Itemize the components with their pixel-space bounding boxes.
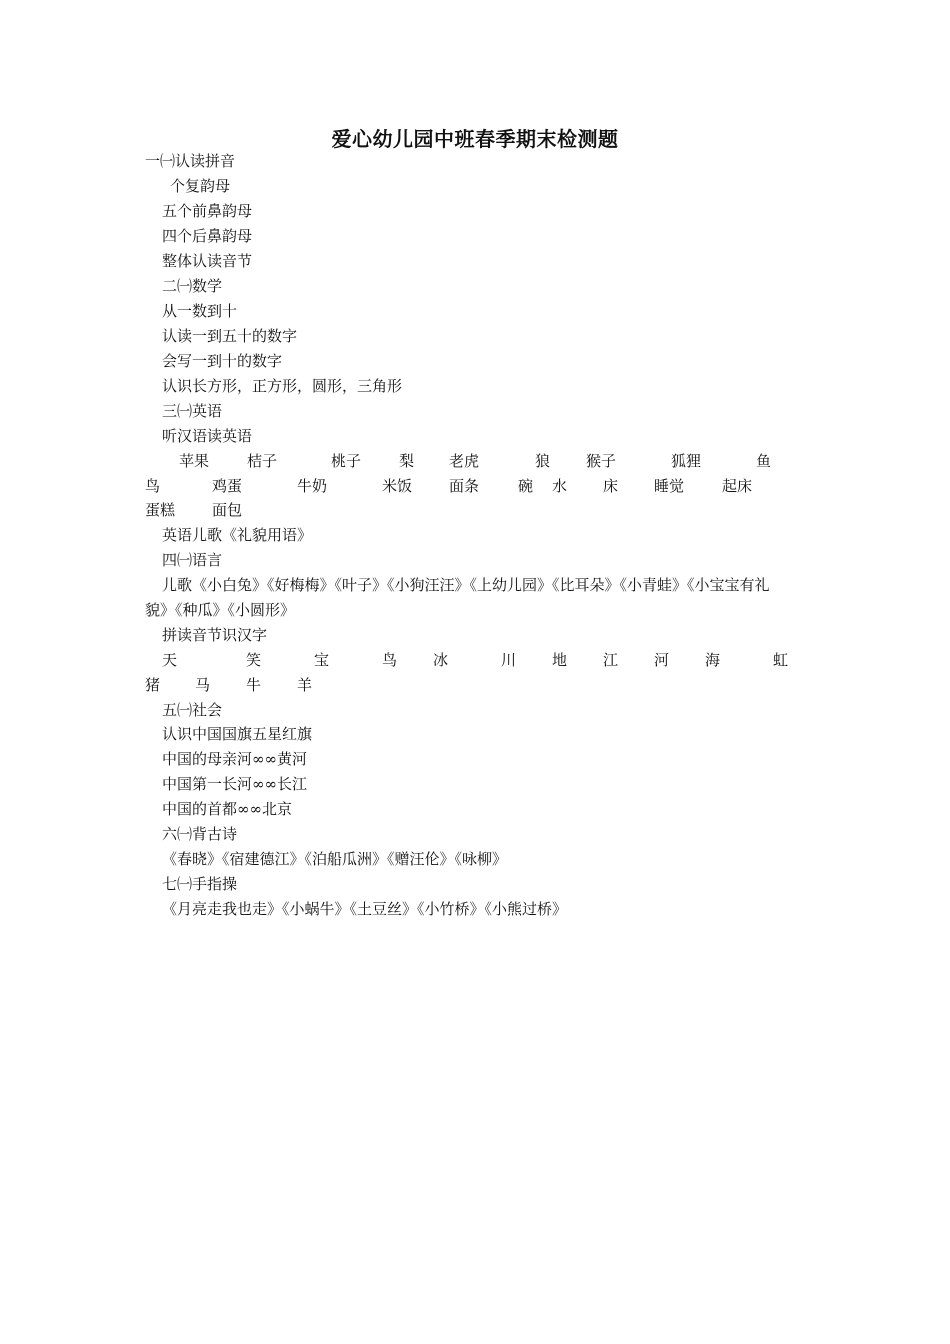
- section-heading-math: 二㈠数学: [162, 277, 223, 295]
- vocab-word: 老虎: [449, 452, 480, 470]
- section-heading-finger-play: 七㈠手指操: [162, 875, 238, 893]
- vocab-word: 牛奶: [297, 477, 328, 495]
- hanzi-char: 川: [501, 651, 517, 669]
- hanzi-char: 马: [195, 676, 211, 694]
- vocab-word: 桃子: [331, 452, 362, 470]
- text-line: 整体认读音节: [162, 252, 253, 270]
- hanzi-char: 江: [603, 651, 619, 669]
- hanzi-char: 猪: [145, 676, 161, 694]
- hanzi-char: 地: [552, 651, 568, 669]
- text-line: 五个前鼻韵母: [162, 202, 253, 220]
- text-line: 中国第一长河∞∞长江: [162, 775, 307, 793]
- text-line: 认读一到五十的数字: [162, 327, 298, 345]
- text-line: 中国的母亲河∞∞黄河: [162, 750, 307, 768]
- text-line: 四个后鼻韵母: [162, 227, 253, 245]
- text-line: 认识长方形，正方形，圆形，三角形: [162, 377, 403, 395]
- text-line: 《月亮走我也走》《小蜗牛》《土豆丝》《小竹桥》《小熊过桥》: [162, 900, 568, 918]
- vocab-word: 梨: [399, 452, 415, 470]
- page-title: 爱心幼儿园中班春季期末检测题: [331, 127, 619, 151]
- section-heading-pinyin: 一㈠认读拼音: [145, 152, 236, 170]
- vocab-word: 睡觉: [654, 477, 685, 495]
- hanzi-char: 笑: [246, 651, 262, 669]
- vocab-word: 面条: [449, 477, 480, 495]
- section-heading-language: 四㈠语言: [162, 551, 223, 569]
- vocab-word: 面包: [212, 501, 243, 519]
- vocab-word: 狼: [535, 452, 551, 470]
- section-heading-society: 五㈠社会: [162, 701, 223, 719]
- text-line: 英语儿歌《礼貌用语》: [162, 526, 313, 544]
- vocab-word: 水: [552, 477, 568, 495]
- vocab-word: 床: [603, 477, 619, 495]
- hanzi-char: 天: [162, 651, 178, 669]
- hanzi-char: 宝: [314, 651, 330, 669]
- text-line: 拼读音节识汉字: [162, 626, 268, 644]
- hanzi-char: 冰: [433, 651, 449, 669]
- vocab-word: 桔子: [247, 452, 278, 470]
- text-line: 听汉语读英语: [162, 427, 253, 445]
- vocab-word: 起床: [722, 477, 753, 495]
- hanzi-char: 海: [705, 651, 721, 669]
- hanzi-char: 鸟: [382, 651, 398, 669]
- vocab-word: 米饭: [382, 477, 413, 495]
- text-line: 貌》《种瓜》《小圆形》: [145, 601, 296, 619]
- text-line: 《春晓》《宿建德江》《泊船瓜洲》《赠汪伦》《咏柳》: [162, 850, 508, 868]
- vocab-word: 鱼: [756, 452, 772, 470]
- text-line: 儿歌《小白兔》《好梅梅》《叶子》《小狗汪汪》《上幼儿园》《比耳朵》《小青蛙》《小宝宝有礼: [162, 576, 770, 594]
- text-line: 认识中国国旗五星红旗: [162, 725, 313, 743]
- section-heading-english: 三㈠英语: [162, 402, 223, 420]
- vocab-word: 鸟: [145, 477, 161, 495]
- text-line: 会写一到十的数字: [162, 352, 283, 370]
- section-heading-poems: 六㈠背古诗: [162, 825, 238, 843]
- vocab-word: 蛋糕: [145, 501, 176, 519]
- text-line: 从一数到十: [162, 302, 238, 320]
- vocab-word: 碗: [518, 477, 534, 495]
- hanzi-char: 牛: [246, 676, 262, 694]
- vocab-word: 猴子: [586, 452, 617, 470]
- vocab-word: 狐狸: [671, 452, 702, 470]
- hanzi-char: 虹: [773, 651, 789, 669]
- text-line: 中国的首都∞∞北京: [162, 800, 292, 818]
- text-line: 个复韵母: [170, 177, 231, 195]
- hanzi-char: 羊: [297, 676, 313, 694]
- hanzi-char: 河: [654, 651, 670, 669]
- vocab-word: 苹果: [179, 452, 210, 470]
- vocab-word: 鸡蛋: [212, 477, 243, 495]
